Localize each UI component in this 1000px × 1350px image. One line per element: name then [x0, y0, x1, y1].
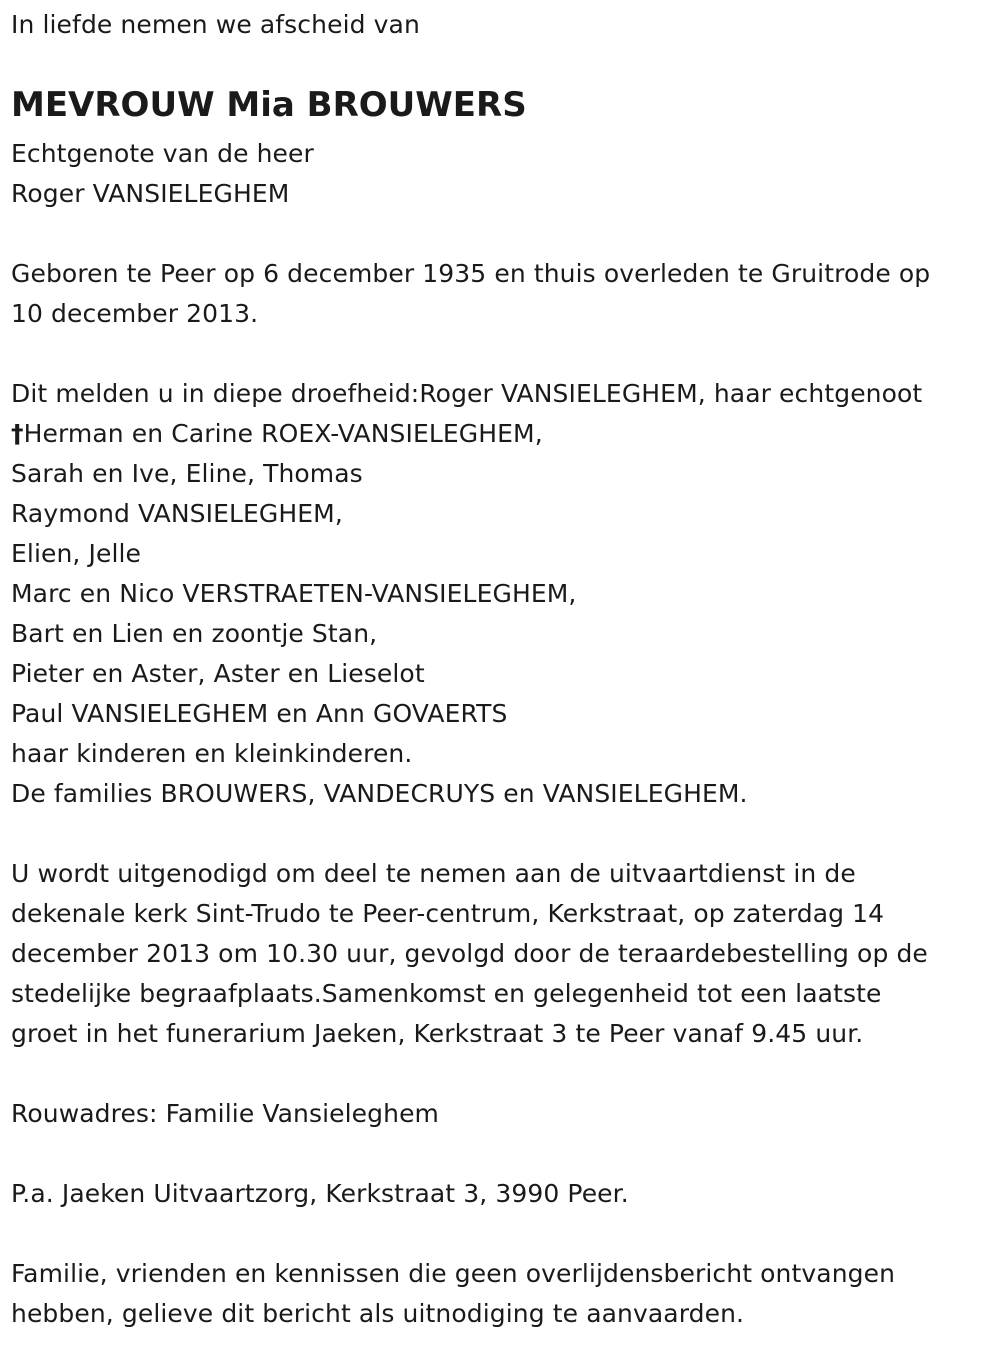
spouse-line-1: Echtgenote van de heer — [11, 139, 314, 168]
obituary-notice — [11, 0, 996, 1334]
family-member: Herman en Carine ROEX-VANSIELEGHEM, — [23, 419, 543, 448]
family-line: haar kinderen en kleinkinderen. — [11, 739, 413, 768]
family-line: Marc en Nico VERSTRAETEN-VANSIELEGHEM, — [11, 579, 577, 608]
funeral-line: stedelijke begraafplaats.Samenkomst en gelegenheid tot een laatste — [11, 979, 882, 1008]
funeral-line: december 2013 om 10.30 uur, gevolgd door de teraardebestelling op de — [11, 939, 928, 968]
family-line: Raymond VANSIELEGHEM, — [11, 499, 343, 528]
birth-death-line-2: 10 december 2013. — [11, 299, 259, 328]
funeral-line: dekenale kerk Sint-Trudo te Peer-centrum, Kerkstraat, op zaterdag 14 — [11, 899, 885, 928]
deceased-name: MEVROUW Mia BROUWERS — [11, 85, 527, 125]
spacer — [11, 1214, 996, 1254]
spacer — [11, 214, 996, 254]
cross-icon: † — [11, 419, 24, 448]
spacer — [11, 1054, 996, 1094]
closing-line: Familie, vrienden en kennissen die geen overlijdensbericht ontvangen — [11, 1259, 896, 1288]
funeral-line: U wordt uitgenodigd om deel te nemen aan de uitvaartdienst in de — [11, 859, 856, 888]
family-intro: Dit melden u in diepe droefheid:Roger VANSIELEGHEM, haar echtgenoot — [11, 379, 923, 408]
family-line: Pieter en Aster, Aster en Lieselot — [11, 659, 425, 688]
spouse-line-2: Roger VANSIELEGHEM — [11, 179, 290, 208]
closing-line: hebben, gelieve dit bericht als uitnodiging te aanvaarden. — [11, 1299, 745, 1328]
family-line: Paul VANSIELEGHEM en Ann GOVAERTS — [11, 699, 508, 728]
family-line: Elien, Jelle — [11, 539, 142, 568]
spacer — [11, 1134, 996, 1174]
family-line — [11, 414, 996, 454]
care-of-address: P.a. Jaeken Uitvaartzorg, Kerkstraat 3, 3990 Peer. — [11, 1179, 629, 1208]
intro-text: In liefde nemen we afscheid van — [11, 10, 420, 39]
funeral-line: groet in het funerarium Jaeken, Kerkstraat 3 te Peer vanaf 9.45 uur. — [11, 1019, 864, 1048]
family-line: Sarah en Ive, Eline, Thomas — [11, 459, 363, 488]
family-line: De families BROUWERS, VANDECRUYS en VANSIELEGHEM. — [11, 779, 748, 808]
birth-death-line-1: Geboren te Peer op 6 december 1935 en thuis overleden te Gruitrode op — [11, 259, 931, 288]
spacer — [11, 814, 996, 854]
family-line: Bart en Lien en zoontje Stan, — [11, 619, 378, 648]
mourning-address: Rouwadres: Familie Vansieleghem — [11, 1099, 440, 1128]
spacer — [11, 334, 996, 374]
